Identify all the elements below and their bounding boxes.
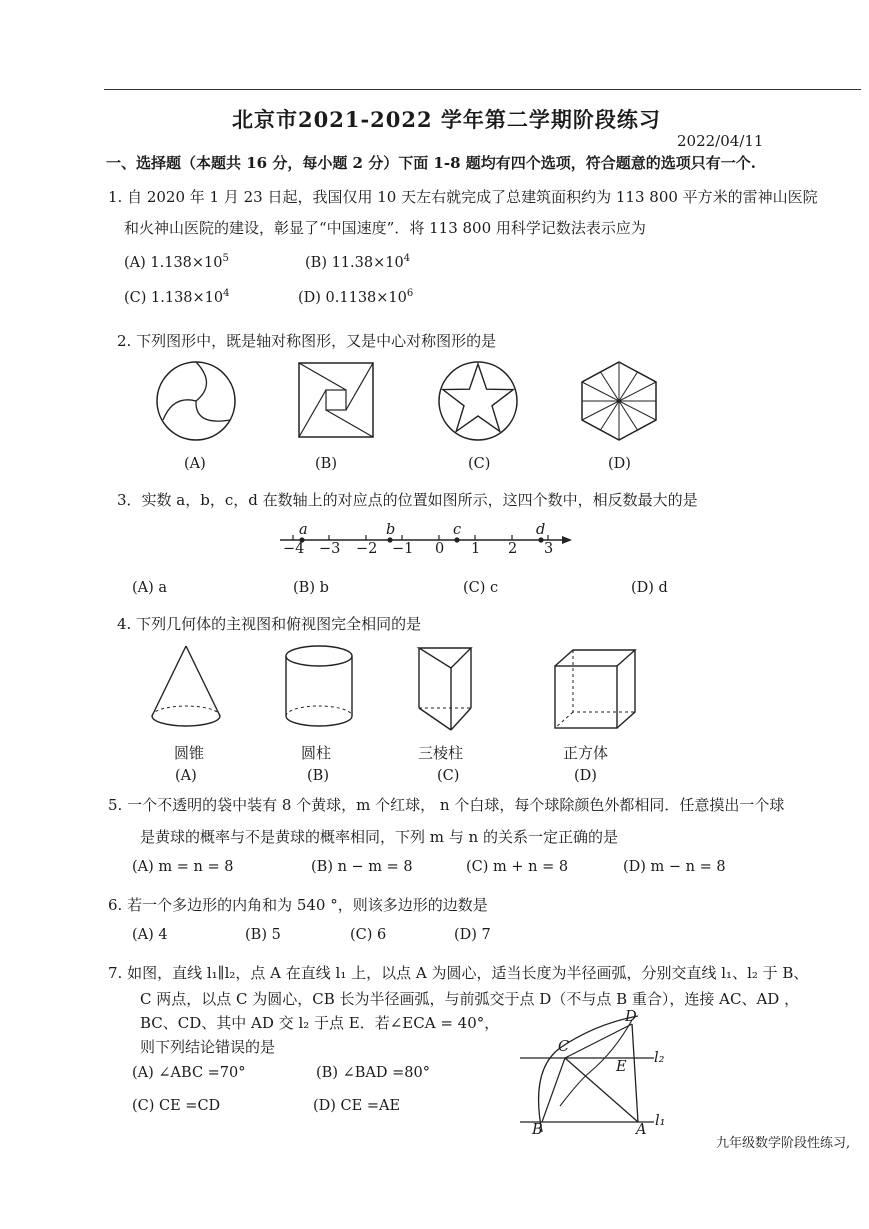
q3-tick-2: 2 xyxy=(508,541,518,557)
q4-name-a: 圆锥 xyxy=(174,744,205,762)
q7-line4: 则下列结论错误的是 xyxy=(140,1038,276,1056)
q6-stem: 6. 若一个多边形的内角和为 540 °，则该多边形的边数是 xyxy=(108,896,488,914)
q3-option-d: (D) d xyxy=(631,580,668,596)
q7-label-b: B xyxy=(532,1122,543,1138)
q3-point-d: d xyxy=(536,522,546,538)
q2-figure-d xyxy=(580,361,658,441)
q1-line1: 1. 自 2020 年 1 月 23 日起，我国仅用 10 天左右就完成了总建筑面积约为 113 800 平方米的雷神山医院 xyxy=(108,188,818,206)
q3-point-c: c xyxy=(453,522,462,538)
page-footer: 九年级数学阶段性练习, xyxy=(716,1136,851,1151)
q3-tick-3: 3 xyxy=(544,541,554,557)
page-title: 北京市2021-2022 学年第二学期阶段练习 xyxy=(232,107,661,132)
q7-option-d: (D) CE =AE xyxy=(313,1098,401,1114)
q3-option-a: (A) a xyxy=(132,580,168,596)
q5-line1: 5. 一个不透明的袋中装有 8 个黄球，m 个红球， n 个白球，每个球除颜色外都相同．任意摸出一个球 xyxy=(108,796,785,814)
q2-stem: 2. 下列图形中，既是轴对称图形，又是中心对称图形的是 xyxy=(117,332,497,350)
q3-option-b: (B) b xyxy=(293,580,329,596)
exam-date: 2022/04/11 xyxy=(677,132,764,150)
q5-option-a: (A) m = n = 8 xyxy=(132,859,234,875)
q7-option-c: (C) CE =CD xyxy=(132,1098,221,1114)
q2-figure-b xyxy=(298,362,374,438)
q1-option-d: (D) $0.1138\times 10^6$ xyxy=(298,288,414,306)
q6-option-d: (D) 7 xyxy=(454,927,491,943)
q2-figure-c xyxy=(437,360,519,442)
q6-option-c: (C) 6 xyxy=(350,927,387,943)
q7-geometry-figure xyxy=(520,1010,670,1140)
q4-cylinder xyxy=(284,644,354,728)
q2-label-c: (C) xyxy=(468,456,491,472)
q4-name-c: 三棱柱 xyxy=(418,744,464,762)
q7-line1: 7. 如图，直线 l₁∥l₂，点 A 在直线 l₁ 上，以点 A 为圆心，适当长度为半径画弧，分别交直线 l₁、l₂ 于 B、 xyxy=(108,964,809,982)
q4-label-b: (B) xyxy=(307,768,329,784)
q2-label-b: (B) xyxy=(315,456,337,472)
q2-label-d: (D) xyxy=(608,456,631,472)
q5-option-d: (D) m − n = 8 xyxy=(623,859,726,875)
q4-cube xyxy=(553,648,637,732)
q3-tick-0: 0 xyxy=(435,541,445,557)
q5-option-c: (C) m + n = 8 xyxy=(466,859,569,875)
q4-label-c: (C) xyxy=(437,768,460,784)
q3-tick-neg2: −2 xyxy=(356,541,378,557)
q3-tick-neg1: −1 xyxy=(392,541,414,557)
q7-label-d: D xyxy=(625,1009,637,1025)
q6-option-b: (B) 5 xyxy=(245,927,281,943)
q4-name-b: 圆柱 xyxy=(301,744,332,762)
q2-label-a: (A) xyxy=(184,456,206,472)
q2-figure-a xyxy=(155,360,237,442)
q5-line2: 是黄球的概率与不是黄球的概率相同，下列 m 与 n 的关系一定正确的是 xyxy=(140,828,618,846)
q3-option-c: (C) c xyxy=(463,580,499,596)
q3-tick-neg3: −3 xyxy=(319,541,341,557)
q4-label-a: (A) xyxy=(175,768,197,784)
q3-tick-1: 1 xyxy=(471,541,481,557)
q7-label-a: A xyxy=(636,1122,647,1138)
q1-line2: 和火神山医院的建设，彰显了“中国速度”．将 113 800 用科学记数法表示应为 xyxy=(124,219,646,237)
top-rule xyxy=(104,89,861,90)
q4-triangular-prism xyxy=(417,646,473,734)
q7-option-a: (A) ∠ABC =70° xyxy=(132,1065,246,1081)
q4-cone xyxy=(150,644,222,728)
q3-point-a: a xyxy=(299,522,308,538)
q6-option-a: (A) 4 xyxy=(132,927,168,943)
q7-line3: BC、CD、其中 AD 交 l₂ 于点 E．若∠ECA = 40°， xyxy=(140,1014,500,1032)
q4-name-d: 正方体 xyxy=(563,744,609,762)
q4-label-d: (D) xyxy=(574,768,597,784)
q4-stem: 4. 下列几何体的主视图和俯视图完全相同的是 xyxy=(117,615,422,633)
q7-label-e: E xyxy=(616,1059,627,1075)
section-heading: 一、选择题（本题共 16 分，每小题 2 分）下面 1-8 题均有四个选项，符合题意的选项只有一个. xyxy=(106,154,756,172)
q5-option-b: (B) n − m = 8 xyxy=(311,859,413,875)
q7-option-b: (B) ∠BAD =80° xyxy=(316,1065,430,1081)
q1-option-b: (B) $11.38\times 10^4$ xyxy=(305,253,411,271)
q7-line2: C 两点，以点 C 为圆心，CB 长为半径画弧，与前弧交于点 D（不与点 B 重合），连接 AC、AD ， xyxy=(140,990,800,1008)
q1-option-c: (C) $1.138\times 10^4$ xyxy=(124,288,230,306)
q3-point-b: b xyxy=(386,522,396,538)
q7-label-l1: l₁ xyxy=(655,1113,666,1129)
q3-tick-neg4: −4 xyxy=(283,541,305,557)
q7-label-l2: l₂ xyxy=(654,1050,665,1066)
q3-stem: 3．实数 a，b，c，d 在数轴上的对应点的位置如图所示，这四个数中，相反数最大的是 xyxy=(117,491,698,509)
q7-label-c: C xyxy=(558,1039,570,1055)
q1-option-a: (A) $1.138\times 10^5$ xyxy=(124,253,229,271)
